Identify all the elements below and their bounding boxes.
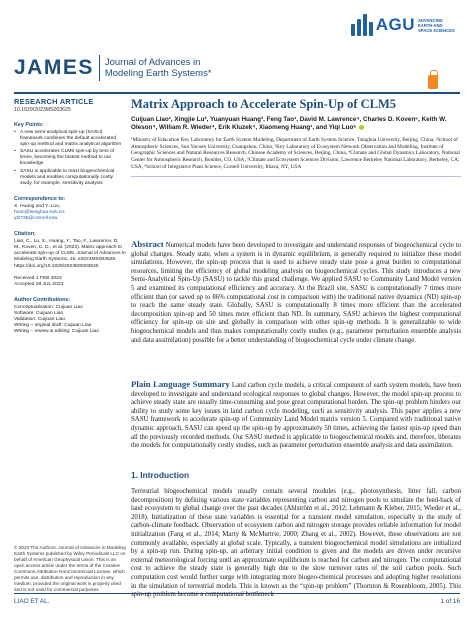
agu-tagline: ADVANCING EARTH AND SPACE SCIENCES xyxy=(418,17,455,33)
received-date: Received 1 FEB 2023 xyxy=(14,275,62,281)
journal-name: Journal of Advances in Modeling Earth Systems* xyxy=(104,57,212,79)
header-rule xyxy=(14,92,460,94)
journal-abbrev: JAMES xyxy=(14,56,94,79)
key-point: • SASU is applicable to most biogeochemical models and enables computationally costly study, for example, sensitivity analysis xyxy=(14,169,126,187)
journal-masthead[interactable] xyxy=(14,55,212,81)
author-list[interactable]: Cuijuan Liao¹, Xingjie Lu², Yuanyuan Huang³, Feng Tao¹, David M. Lawrence⁴, Charles D. Koven⁵, Keith W. Oleson⁴, William R. Wieder⁴, Erik Kluzek⁴, Xiaomeng Huang¹, and Yiqi Luo⁶ xyxy=(131,116,447,132)
agu-logo[interactable] xyxy=(351,14,462,36)
page-number: 1 of 16 xyxy=(440,598,460,605)
plain-language-summary: Plain Language Summary Land carbon cycle models, a critical component of earth system models, have been developed to investigate and understand ecological responses to global changes. However, the model spin-up process to achieve steady state are usually time-consuming and pose great computational burden. The spin-up problem hinders our ability to study some key issues in land carbon cycle modeling, such as sensitivity analysis. This paper applies a new SASU framework to accelerate spin-up of Community Land Model matrix version 5. Compared with traditional native dynamic approach, SASU can speed up the spin-up by approximately 50 times, achieving the fastest spin-up speed than all the previously recorded methods. Our SASU method is applicable to biogeochemical models and, therefore, liberates the models for computationally costly studies, such as parameter perturbation ensemble analysis and data assimilation. xyxy=(131,379,462,450)
accepted-date: Accepted 28 JUL 2023 xyxy=(14,281,64,287)
article-title: Matrix Approach to Accelerate Spin-Up of CLM5 xyxy=(131,97,397,111)
introduction-heading: 1. Introduction xyxy=(131,470,190,480)
article-type: RESEARCH ARTICLE xyxy=(14,97,94,106)
email-link[interactable]: yl2735@cornell.edu xyxy=(14,216,58,222)
top-margin xyxy=(0,0,474,8)
introduction-section xyxy=(131,470,461,600)
doi[interactable]: 10.1029/2023MS003625 xyxy=(14,107,71,113)
running-author: LIAO ET AL. xyxy=(14,598,50,605)
footer-rule xyxy=(14,593,460,594)
orcid-icon[interactable] xyxy=(359,125,364,130)
article-header xyxy=(131,97,461,177)
citation-text: Liao, C., Lu, X., Huang, Y., Tao, F., Lawrence, D. M., Koven, C. D., et al. (2023). Matrix approach to accelerate spin-up of CLM5. Journal of Advances in Modeling Earth Systems, 15, e2023MS003625. https://doi.org/10.1029/2023MS003625 xyxy=(14,239,126,269)
introduction-text: Terrestrial biogeochemical models usually contain several modules (e.g., photosynthesis, litter fall, carbon decomposition) by defining various state variables representing carbon and nitrogen pools to simulate the feed-back of land ecosystem to global change over the past decades (Ahlström et al., 2012; Lehmann & Kleber, 2015; Wieder et al., 2018). Initialization of these state variables is essential for a transient model simulation, especially in the study of carbon-climate feedback. Observation of ecosystem carbon and nitrogen storage provides reliable information for model initialization (Fang et al., 2014; Marty & McMurtrie, 2000; Zhang et al., 2002). However, these observations are not commonly available, especially at global scale. Typically, a transient biogeochemical model simulations are initialized by a spin-up run. During spin-up, an arbitrary initial condition is given and the models are driven under recursive external meteorological forcing until an approximate equilibrium is reached for carbon and nitrogen. The computational cost to achieve the steady state is generally high due to the slow turnover rates of the soil carbon pools. Such computation cost would further surge with integrating more biogeo-chemical processes and adopting higher resolutions in the simulation of terrestrial models. This is known as the “spin-up problem” (Thornton & Rosenbloom, 2005). This spin-up problem become a computational bottleneck xyxy=(131,488,461,599)
correspondence-heading: Correspondence to: xyxy=(14,195,66,202)
email-link[interactable]: huxn@tsinghua.edu.cn; xyxy=(14,209,66,215)
abstract: Abstract Numerical models have been developed to investigate and understand responses of biogeochemical cycle to global changes. Steady state, when a system is in dynamic equilibrium, is generally required to initialize these model simulations. However, the spin-up process that is used to achieve steady state pose a great burden to computational resources, limiting the efficiency of global modeling analysis on biogeochemical cycles. This study introduces a new Semi-Analytical Spin-Up (SASU) to tackle this grand challenge. We applied SASU to Community Land Model version 5 and examined its computational efficiency and accuracy. At the Brazil site, SASU is computationally 7 times more efficient than (or saved up to 86% computational cost in comparison with) the traditional native dynamics (ND) spin-up to reach the same steady state. Globally, SASU is computationally 8 times more efficient than the accelerated decomposition spin-up and 50 times more efficient than ND. In summary, SASU achieves the highest computational efficiency for spin-up on site and globally in comparison with other spin-up methods. It is generalizable to wide biogeochemical models and thus makes computationally costly studies (e.g., parameter perturbation ensemble analysis and data assimilation) possible for a better understanding of biogeochemical cycle under climate change. xyxy=(131,239,461,344)
agu-logo-text: AGU xyxy=(375,15,415,34)
article-sidebar xyxy=(14,97,126,335)
key-point: • SASU accelerates CLM5 spin-up by tens of times, becoming the fastest method to our knowledge xyxy=(14,149,126,167)
citation-heading: Citation: xyxy=(14,231,36,238)
key-point: • A new semi-analytical spin-up (SASU) framework combines the default accelerated spin-up method and matrix analytical algorithm xyxy=(14,130,126,148)
copyright-notice: © 2023 The Authors. Journal of Advances in Modeling Earth Systems published by Wiley Periodicals LLC on behalf of American Geophysical Union. This is an open access article under the terms of the Creative Commons Attribution-NonCommercial License, which permits use, distribution and reproduction in any medium, provided the original work is properly cited and is not used for commercial purposes. xyxy=(14,545,126,592)
abstract-section xyxy=(131,240,461,345)
correspondence: X. Huang and Y. Luo, huxn@tsinghua.edu.cn; yl2735@cornell.edu xyxy=(14,204,126,222)
plain-language-section xyxy=(131,380,461,451)
key-points-heading: Key Points: xyxy=(14,122,44,128)
contributions-list: Conceptualization: Cuijuan Liao Software: Cuijuan Liao Validation: Cuijuan Liao Writing – original draft: Cuijuan Liao Writing – review & editing: Cuijuan Liao xyxy=(14,304,99,335)
plain-language-heading: Plain Language Summary xyxy=(131,379,230,389)
agu-mark-icon xyxy=(351,14,373,36)
abstract-heading: Abstract xyxy=(131,239,164,249)
key-points-list xyxy=(14,130,126,187)
section-divider xyxy=(131,176,461,177)
contributions-heading: Author Contributions: xyxy=(14,296,71,303)
masthead-divider xyxy=(99,55,100,81)
open-access-lock-icon xyxy=(428,75,438,89)
affiliations: ¹Ministry of Education Key Laboratory for Earth System Modeling, Department of Earth System Science, Tsinghua University, Beijing, China, ²School of Atmospheric Sciences, Sun Yat-sen University, Guangzhou, China, ³Key Laboratory of Ecosystem Network Observation and Modeling, Institute of Geographic Sciences and Natural Resources Research, Chinese Academy of Sciences, Beijing, China, ⁴Climate and Global Dynamics Laboratory, National Center for Atmospheric Research, Boulder, CO, USA, ⁵Climate and Ecosystem Sciences Division, Lawrence Berkeley National Laboratory, Berkeley, CA, USA, ⁶School of Integrative Plant Science, Cornell University, Ithaca, NY, USA xyxy=(131,136,460,171)
